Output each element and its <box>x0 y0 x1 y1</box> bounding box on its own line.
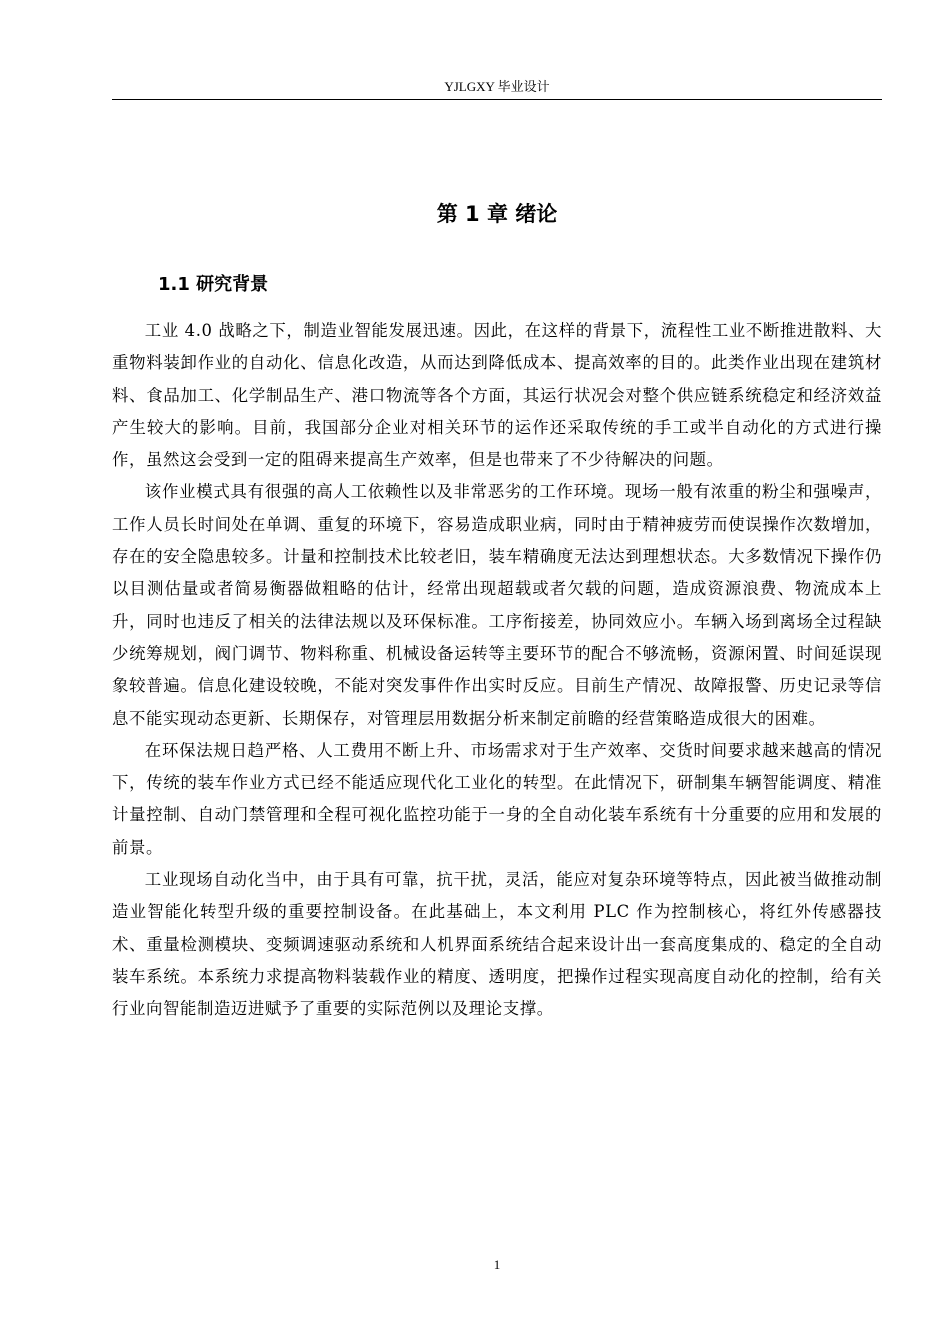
running-header: YJLGXY 毕业设计 <box>444 79 550 94</box>
paragraph: 工业 4.0 战略之下，制造业智能发展迅速。因此，在这样的背景下，流程性工业不断推进散料、大重物料装卸作业的自动化、信息化改造，从而达到降低成本、提高效率的目的。此类作业出现在建筑材料、食品加工、化学制品生产、港口物流等各个方面，其运行状况会对整个供应链系统稳定和经济效益产生较大的影响。目前，我国部分企业对相关环节的运作还采取传统的手工或半自动化的方式进行操作，虽然这会受到一定的阻碍来提高生产效率，但是也带来了不少待解决的问题。 <box>112 321 882 470</box>
chapter-title: 第 1 章 绪论 <box>436 202 558 226</box>
body-text <box>112 315 882 1026</box>
paragraph: 该作业模式具有很强的高人工依赖性以及非常恶劣的工作环境。现场一般有浓重的粉尘和强噪声，工作人员长时间处在单调、重复的环境下，容易造成职业病，同时由于精神疲劳而使误操作次数增加，存在的安全隐患较多。计量和控制技术比较老旧，装车精确度无法达到理想状态。大多数情况下操作仍以目测估量或者简易衡器做粗略的估计，经常出现超载或者欠载的问题，造成资源浪费、物流成本上升，同时也违反了相关的法律法规以及环保标准。工序衔接差，协同效应小。车辆入场到离场全过程缺少统筹规划，阀门调节、物料称重、机械设备运转等主要环节的配合不够流畅，资源闲置、时间延误现象较普遍。信息化建设较晚，不能对突发事件作出实时反应。目前生产情况、故障报警、历史记录等信息不能实现动态更新、长期保存，对管理层用数据分析来制定前瞻的经营策略造成很大的困难。 <box>112 482 882 728</box>
header-divider <box>112 99 882 100</box>
paragraph: 在环保法规日趋严格、人工费用不断上升、市场需求对于生产效率、交货时间要求越来越高的情况下，传统的装车作业方式已经不能适应现代化工业化的转型。在此情况下，研制集车辆智能调度、精准计量控制、自动门禁管理和全程可视化监控功能于一身的全自动化装车系统有十分重要的应用和发展的前景。 <box>112 740 882 857</box>
page-number: 1 <box>493 1257 501 1272</box>
paragraph: 工业现场自动化当中，由于具有可靠，抗干扰，灵活，能应对复杂环境等特点，因此被当做推动制造业智能化转型升级的重要控制设备。在此基础上，本文利用 PLC 作为控制核心，将红外传感器技术、重量检测模块、变频调速驱动系统和人机界面系统结合起来设计出一套高度集成的、稳定的全自动装车系统。本系统力求提高物料装载作业的精度、透明度，把操作过程实现高度自动化的控制，给有关行业向智能制造迈进赋予了重要的实际范例以及理论支撑。 <box>112 870 882 1019</box>
section-title: 1.1 研究背景 <box>158 274 269 295</box>
